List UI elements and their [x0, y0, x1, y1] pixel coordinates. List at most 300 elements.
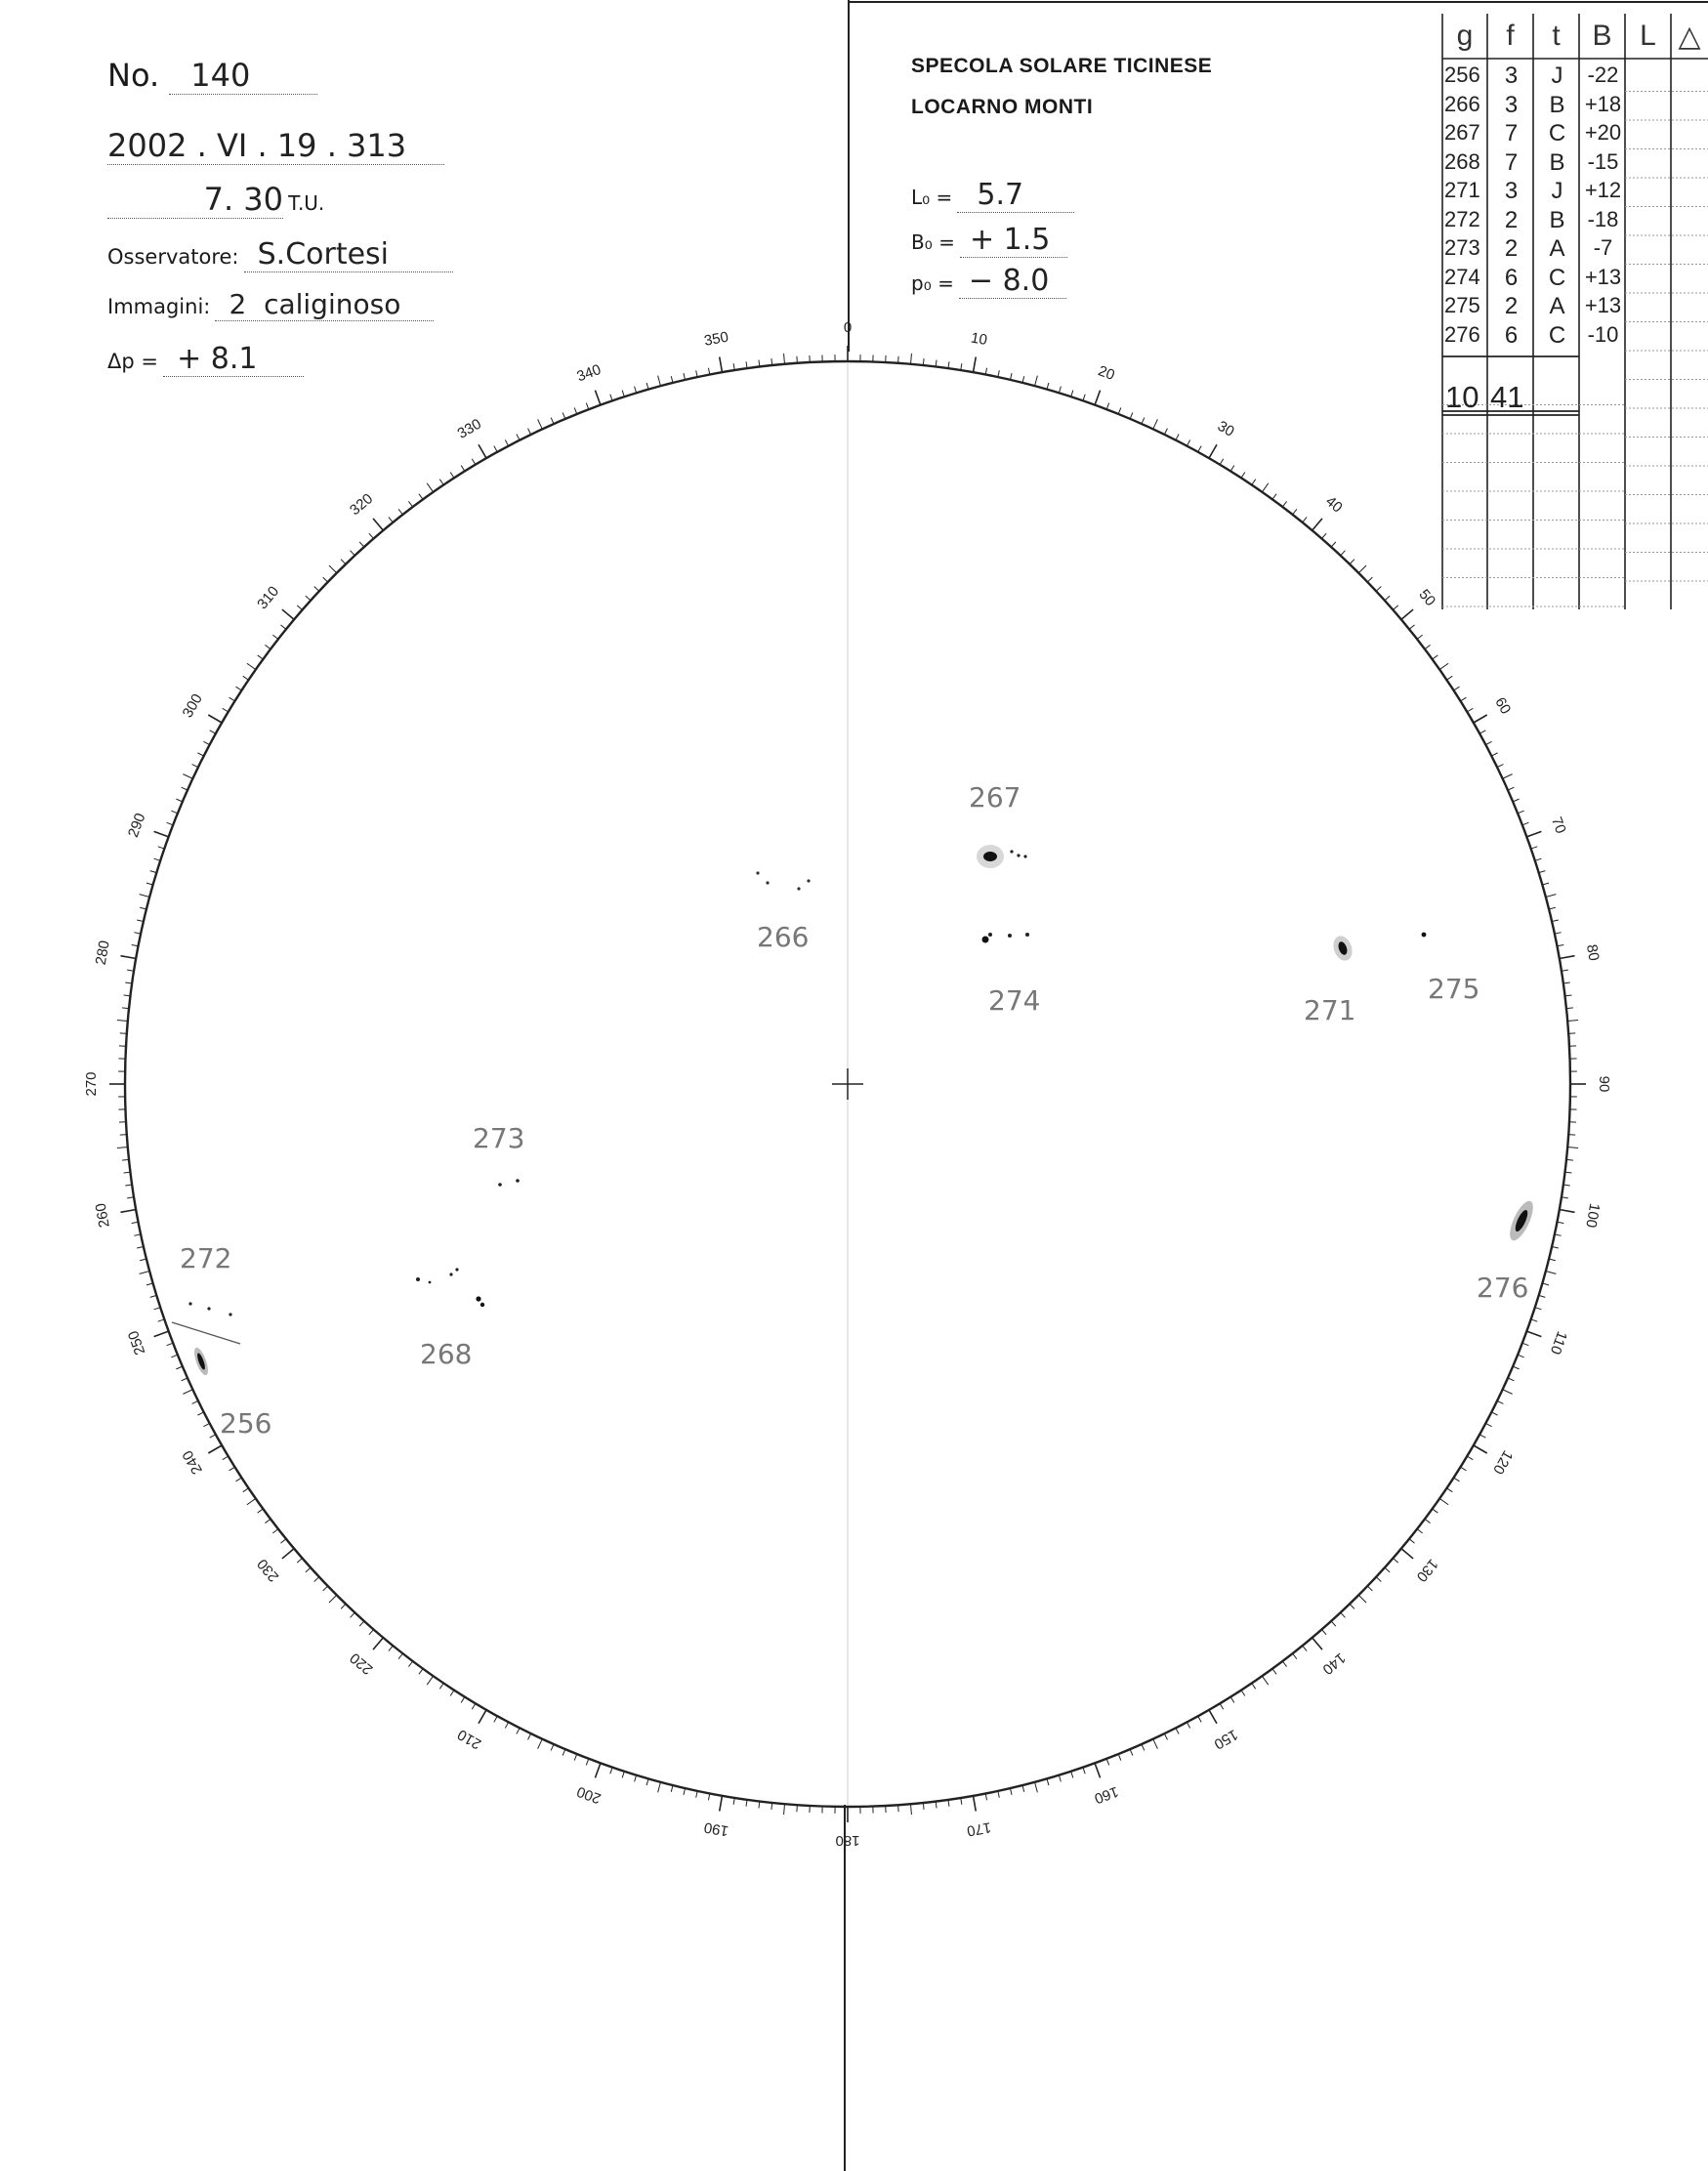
- degree-tick: [1331, 542, 1336, 547]
- degree-tick: [1176, 434, 1179, 439]
- degree-label-260: 260: [92, 1201, 113, 1230]
- degree-tick: [1312, 519, 1322, 530]
- degree-label-40: 40: [1322, 492, 1346, 517]
- total-groups: 10: [1445, 380, 1479, 414]
- degree-tick: [120, 956, 136, 959]
- degree-tick: [1546, 1272, 1557, 1274]
- degree-tick: [517, 1728, 520, 1733]
- degree-tick: [1350, 560, 1354, 564]
- degree-label-310: 310: [254, 583, 283, 613]
- degree-tick: [1491, 1412, 1497, 1415]
- degree-tick: [1341, 1612, 1346, 1617]
- degree-tick: [208, 1445, 222, 1453]
- degree-tick: [236, 687, 242, 690]
- degree-tick: [183, 774, 192, 779]
- group-label-266: 266: [757, 921, 810, 953]
- degree-tick: [450, 473, 454, 479]
- degree-tick: [282, 1549, 294, 1559]
- degree-tick: [586, 1759, 589, 1766]
- degree-tick: [243, 1488, 249, 1492]
- degree-tick: [1393, 1558, 1397, 1563]
- degree-label-150: 150: [1211, 1726, 1241, 1753]
- degree-tick: [439, 480, 443, 485]
- observatory-name: SPECOLA SOLARE TICINESE: [911, 55, 1213, 77]
- degree-tick: [1376, 587, 1381, 592]
- degree-tick: [1303, 1646, 1307, 1650]
- degree-tick: [341, 560, 346, 564]
- degree-tick: [1560, 956, 1575, 959]
- degree-tick: [1358, 1595, 1366, 1603]
- degree-tick: [1164, 429, 1167, 435]
- degree-tick: [117, 1021, 128, 1022]
- table-cell: B: [1549, 148, 1565, 176]
- degree-tick: [134, 1234, 141, 1235]
- degree-tick: [494, 1716, 497, 1722]
- degree-tick: [171, 811, 177, 814]
- degree-tick: [1367, 1586, 1372, 1591]
- degree-tick: [208, 715, 222, 723]
- degree-tick: [1454, 1478, 1460, 1482]
- degree-tick: [784, 354, 785, 364]
- b0-label: B₀ =: [911, 230, 955, 254]
- sunspot-group-276: [1505, 1198, 1537, 1244]
- degree-tick: [1083, 395, 1085, 401]
- degree-tick: [210, 1435, 216, 1438]
- degree-tick: [1439, 663, 1448, 669]
- degree-tick: [461, 466, 465, 472]
- degree-tick: [1118, 407, 1121, 413]
- degree-tick: [176, 1366, 182, 1369]
- degree-tick: [171, 1355, 177, 1357]
- degree-tick: [373, 519, 383, 530]
- degree-tick: [696, 370, 697, 377]
- degree-tick: [1187, 1722, 1189, 1728]
- degree-tick: [408, 1661, 412, 1667]
- sunspot-group-266: [756, 871, 810, 890]
- degree-tick: [505, 439, 508, 445]
- sunspot-group-268: [416, 1268, 484, 1307]
- degree-tick: [1176, 1728, 1179, 1733]
- degree-label-30: 30: [1214, 417, 1237, 440]
- table-cell: -7: [1593, 235, 1613, 260]
- table-cell: 266: [1444, 91, 1480, 116]
- sunspot-group-267: [977, 845, 1027, 868]
- degree-tick: [154, 1308, 161, 1310]
- degree-label-80: 80: [1582, 942, 1603, 963]
- degree-tick: [1358, 565, 1366, 573]
- degree-tick: [1164, 1733, 1167, 1739]
- degree-tick: [192, 1400, 198, 1403]
- table-cell: 7: [1504, 148, 1519, 176]
- degree-tick: [1142, 418, 1145, 424]
- degree-tick: [1522, 822, 1529, 825]
- table-cell: 3: [1504, 91, 1519, 118]
- degree-tick: [1467, 1456, 1473, 1460]
- degree-tick: [1385, 1567, 1390, 1572]
- degree-tick: [517, 434, 520, 439]
- degree-tick: [1272, 494, 1276, 500]
- table-cell: 267: [1444, 120, 1480, 145]
- degree-tick: [1376, 1577, 1381, 1582]
- degree-tick: [1047, 383, 1049, 390]
- degree-tick: [1454, 687, 1460, 690]
- time-unit: T.U.: [288, 191, 325, 215]
- degree-tick: [910, 354, 911, 364]
- degree-tick: [1485, 1423, 1491, 1426]
- degree-tick: [1209, 444, 1217, 458]
- table-header-6: △: [1678, 21, 1701, 53]
- table-header-4: B: [1592, 20, 1612, 52]
- degree-tick: [1461, 697, 1467, 701]
- table-header-3: t: [1552, 20, 1561, 52]
- degree-label-50: 50: [1415, 586, 1439, 609]
- degree-tick: [1241, 1691, 1245, 1696]
- group-label-272: 272: [180, 1242, 232, 1274]
- degree-tick: [1461, 1467, 1467, 1471]
- sunspot-table: [1439, 14, 1708, 609]
- degree-tick: [1118, 1754, 1121, 1760]
- degree-tick: [229, 697, 235, 701]
- degree-tick: [551, 1744, 554, 1750]
- degree-tick: [272, 635, 278, 639]
- degree-tick: [998, 1791, 999, 1798]
- degree-tick: [369, 533, 374, 538]
- degree-tick: [1401, 609, 1413, 619]
- degree-tick: [1526, 1331, 1541, 1336]
- degree-label-330: 330: [454, 415, 484, 442]
- degree-tick: [1522, 1343, 1529, 1346]
- degree-label-350: 350: [702, 328, 730, 350]
- degree-tick: [1560, 1209, 1575, 1212]
- degree-tick: [985, 1793, 986, 1800]
- table-cell: 268: [1444, 148, 1480, 174]
- table-cell: B: [1549, 206, 1565, 233]
- degree-tick: [1535, 858, 1542, 860]
- degree-tick: [282, 609, 294, 619]
- degree-tick: [158, 1319, 165, 1321]
- time-value: 7. 30: [107, 181, 283, 219]
- group-label-274: 274: [988, 984, 1041, 1017]
- degree-tick: [1220, 459, 1224, 465]
- table-cell: +20: [1584, 120, 1622, 145]
- degree-tick: [182, 787, 187, 790]
- degree-tick: [1293, 509, 1297, 515]
- degree-tick: [1417, 635, 1423, 639]
- degree-label-100: 100: [1582, 1201, 1604, 1230]
- degree-label-240: 240: [179, 1447, 206, 1478]
- degree-label-290: 290: [124, 811, 149, 840]
- degree-tick: [574, 1754, 577, 1760]
- degree-tick: [306, 1567, 311, 1572]
- degree-tick: [359, 542, 364, 547]
- degree-tick: [272, 1529, 278, 1533]
- degree-tick: [1303, 517, 1307, 522]
- degree-tick: [197, 1412, 203, 1415]
- degree-tick: [1153, 1739, 1158, 1749]
- degree-tick: [117, 1147, 128, 1148]
- degree-tick: [1503, 774, 1513, 779]
- table-cell: -22: [1587, 63, 1619, 87]
- degree-tick: [154, 858, 161, 860]
- total-spots: 41: [1490, 380, 1524, 414]
- degree-tick: [1425, 1519, 1431, 1523]
- degree-tick: [1321, 1629, 1326, 1634]
- degree-tick: [1321, 533, 1326, 538]
- degree-tick: [297, 1558, 302, 1563]
- degree-tick: [369, 1629, 374, 1634]
- degree-label-250: 250: [124, 1328, 149, 1357]
- images-label: Immagini:: [107, 295, 211, 318]
- table-cell: C: [1548, 120, 1566, 146]
- degree-tick: [610, 395, 612, 401]
- degree-tick: [1095, 1763, 1100, 1777]
- sunspot-group-274: [982, 933, 1030, 943]
- degree-tick: [1491, 753, 1497, 756]
- degree-tick: [1518, 811, 1523, 814]
- degree-tick: [1555, 1234, 1562, 1235]
- degree-tick: [1035, 1782, 1038, 1793]
- table-cell: 2: [1504, 293, 1519, 319]
- degree-tick: [280, 625, 285, 629]
- degree-tick: [1542, 1283, 1549, 1285]
- degree-tick: [472, 1703, 476, 1709]
- degree-tick: [1567, 1147, 1578, 1148]
- degree-tick: [528, 1733, 531, 1739]
- degree-label-270: 270: [82, 1071, 100, 1097]
- degree-tick: [203, 1423, 209, 1426]
- delta-p-label: Δp =: [107, 350, 158, 373]
- degree-tick: [1508, 1378, 1514, 1381]
- table-cell: 271: [1444, 178, 1480, 202]
- degree-tick: [1293, 1653, 1297, 1659]
- table-cell: 2: [1504, 235, 1519, 262]
- degree-tick: [1409, 1539, 1414, 1543]
- degree-tick: [574, 407, 577, 413]
- group-label-256: 256: [220, 1407, 272, 1440]
- table-cell: -18: [1587, 206, 1619, 231]
- degree-tick: [646, 1778, 648, 1785]
- degree-tick: [243, 676, 249, 680]
- degree-tick: [1106, 403, 1109, 410]
- degree-tick: [1071, 1772, 1073, 1778]
- degree-tick: [1331, 1621, 1336, 1626]
- table-cell: J: [1551, 178, 1563, 204]
- degree-tick: [247, 1498, 256, 1504]
- degree-tick: [323, 577, 328, 582]
- degree-tick: [351, 1612, 355, 1617]
- degree-tick: [720, 356, 723, 372]
- table-cell: 274: [1444, 264, 1480, 289]
- degree-tick: [167, 1343, 174, 1346]
- degree-tick: [1535, 1308, 1542, 1310]
- table-cell: 6: [1504, 264, 1519, 291]
- table-header-5: L: [1640, 20, 1656, 52]
- degree-label-60: 60: [1491, 694, 1515, 718]
- degree-tick: [720, 1796, 723, 1812]
- degree-tick: [176, 799, 182, 802]
- table-cell: A: [1549, 235, 1565, 262]
- p0-label: p₀ =: [911, 271, 954, 295]
- degree-tick: [398, 509, 402, 515]
- degree-label-130: 130: [1412, 1555, 1441, 1585]
- degree-tick: [658, 1782, 661, 1793]
- degree-tick: [1142, 1744, 1145, 1750]
- group-label-268: 268: [420, 1338, 473, 1370]
- degree-tick: [1542, 883, 1549, 885]
- observation-date: 2002 . VI . 19 . 313: [107, 127, 444, 165]
- degree-tick: [197, 753, 203, 756]
- degree-tick: [408, 501, 412, 507]
- degree-tick: [167, 822, 174, 825]
- degree-tick: [183, 1390, 192, 1395]
- degree-tick: [551, 418, 554, 424]
- degree-tick: [1497, 765, 1503, 768]
- degree-tick: [1209, 1710, 1217, 1724]
- degree-tick: [1385, 596, 1390, 601]
- degree-tick: [439, 1683, 443, 1689]
- table-cell: 256: [1444, 63, 1480, 87]
- table-cell: -15: [1587, 148, 1619, 174]
- degree-tick: [784, 1804, 785, 1815]
- degree-label-10: 10: [969, 329, 989, 350]
- group-label-273: 273: [473, 1122, 525, 1154]
- degree-tick: [538, 419, 543, 429]
- degree-tick: [505, 1722, 508, 1728]
- degree-tick: [461, 1697, 465, 1703]
- degree-tick: [973, 356, 976, 372]
- degree-tick: [595, 391, 600, 405]
- degree-tick: [1130, 412, 1133, 418]
- table-header-2: f: [1506, 20, 1515, 52]
- degree-tick: [586, 403, 589, 410]
- table-cell: -10: [1587, 321, 1619, 347]
- degree-label-210: 210: [454, 1726, 484, 1753]
- degree-tick: [154, 1331, 169, 1336]
- degree-tick: [1518, 1355, 1523, 1357]
- degree-tick: [1513, 799, 1519, 802]
- degree-tick: [1282, 501, 1286, 507]
- degree-tick: [1187, 439, 1189, 445]
- degree-tick: [265, 645, 271, 648]
- table-cell: J: [1551, 63, 1563, 89]
- table-cell: B: [1549, 91, 1565, 118]
- degree-tick: [646, 383, 648, 390]
- degree-tick: [1531, 847, 1538, 849]
- number-label: No.: [107, 57, 160, 94]
- degree-tick: [1546, 895, 1557, 898]
- degree-tick: [1531, 1319, 1538, 1321]
- degree-tick: [1513, 1366, 1519, 1369]
- degree-tick: [1059, 387, 1061, 394]
- degree-tick: [1539, 871, 1546, 873]
- degree-tick: [389, 517, 393, 522]
- degree-tick: [120, 1209, 136, 1212]
- degree-tick: [1059, 1775, 1061, 1782]
- observer-label: Osservatore:: [107, 245, 239, 269]
- table-cell: C: [1548, 321, 1566, 349]
- degree-label-230: 230: [254, 1555, 283, 1585]
- degree-tick: [427, 1676, 433, 1685]
- degree-tick: [258, 1509, 264, 1513]
- degree-tick: [132, 944, 139, 945]
- degree-tick: [1095, 391, 1100, 405]
- degree-tick: [610, 1768, 612, 1774]
- degree-tick: [1555, 933, 1562, 934]
- degree-tick: [1433, 655, 1438, 659]
- degree-tick: [1198, 446, 1201, 452]
- degree-tick: [1130, 1749, 1133, 1755]
- degree-label-70: 70: [1547, 814, 1569, 836]
- p0-value: − 8.0: [959, 264, 1066, 299]
- degree-tick: [229, 1467, 235, 1471]
- degree-tick: [696, 1791, 697, 1798]
- degree-tick: [1433, 1509, 1438, 1513]
- table-cell: 276: [1444, 321, 1480, 347]
- degree-tick: [146, 1283, 153, 1285]
- degree-tick: [314, 587, 319, 592]
- degree-tick: [1474, 715, 1487, 723]
- degree-tick: [1252, 480, 1256, 485]
- group-label-267: 267: [969, 781, 1021, 814]
- degree-tick: [622, 1772, 624, 1778]
- degree-tick: [306, 596, 311, 601]
- degree-tick: [1282, 1661, 1286, 1667]
- degree-tick: [1393, 605, 1397, 610]
- table-header-1: g: [1456, 20, 1474, 52]
- number-value: 140: [169, 57, 317, 95]
- degree-tick: [562, 1749, 565, 1755]
- degree-tick: [708, 1793, 709, 1800]
- degree-tick: [1106, 1759, 1109, 1766]
- degree-tick: [1071, 391, 1073, 397]
- degree-tick: [450, 1691, 454, 1696]
- sunspot-group-256: [191, 1346, 211, 1377]
- degree-tick: [1526, 831, 1541, 836]
- degree-tick: [998, 370, 999, 377]
- degree-tick: [1539, 1295, 1546, 1297]
- degree-label-340: 340: [574, 360, 604, 386]
- degree-tick: [528, 429, 531, 435]
- degree-tick: [494, 446, 497, 452]
- images-value: 2 caliginoso: [215, 288, 434, 321]
- degree-label-170: 170: [965, 1818, 993, 1840]
- degree-tick: [258, 655, 264, 659]
- degree-tick: [1446, 1488, 1452, 1492]
- degree-tick: [247, 663, 256, 669]
- degree-tick: [351, 551, 355, 556]
- degree-label-320: 320: [347, 490, 377, 520]
- degree-tick: [1479, 1435, 1485, 1438]
- degree-tick: [1035, 376, 1038, 387]
- degree-tick: [1241, 473, 1245, 479]
- degree-tick: [1503, 1390, 1513, 1395]
- degree-tick: [1272, 1669, 1276, 1675]
- degree-tick: [1262, 483, 1268, 492]
- degree-tick: [210, 731, 216, 733]
- degree-tick: [323, 1586, 328, 1591]
- degree-label-0: 0: [843, 318, 853, 336]
- degree-tick: [329, 1595, 337, 1603]
- degree-tick: [658, 376, 661, 387]
- degree-tick: [1341, 551, 1346, 556]
- degree-tick: [150, 1295, 157, 1297]
- table-cell: +13: [1584, 264, 1622, 289]
- observer-value: S.Cortesi: [244, 237, 453, 272]
- degree-tick: [1417, 1529, 1423, 1533]
- degree-tick: [973, 1796, 976, 1812]
- degree-tick: [154, 831, 169, 836]
- degree-tick: [1220, 1703, 1224, 1709]
